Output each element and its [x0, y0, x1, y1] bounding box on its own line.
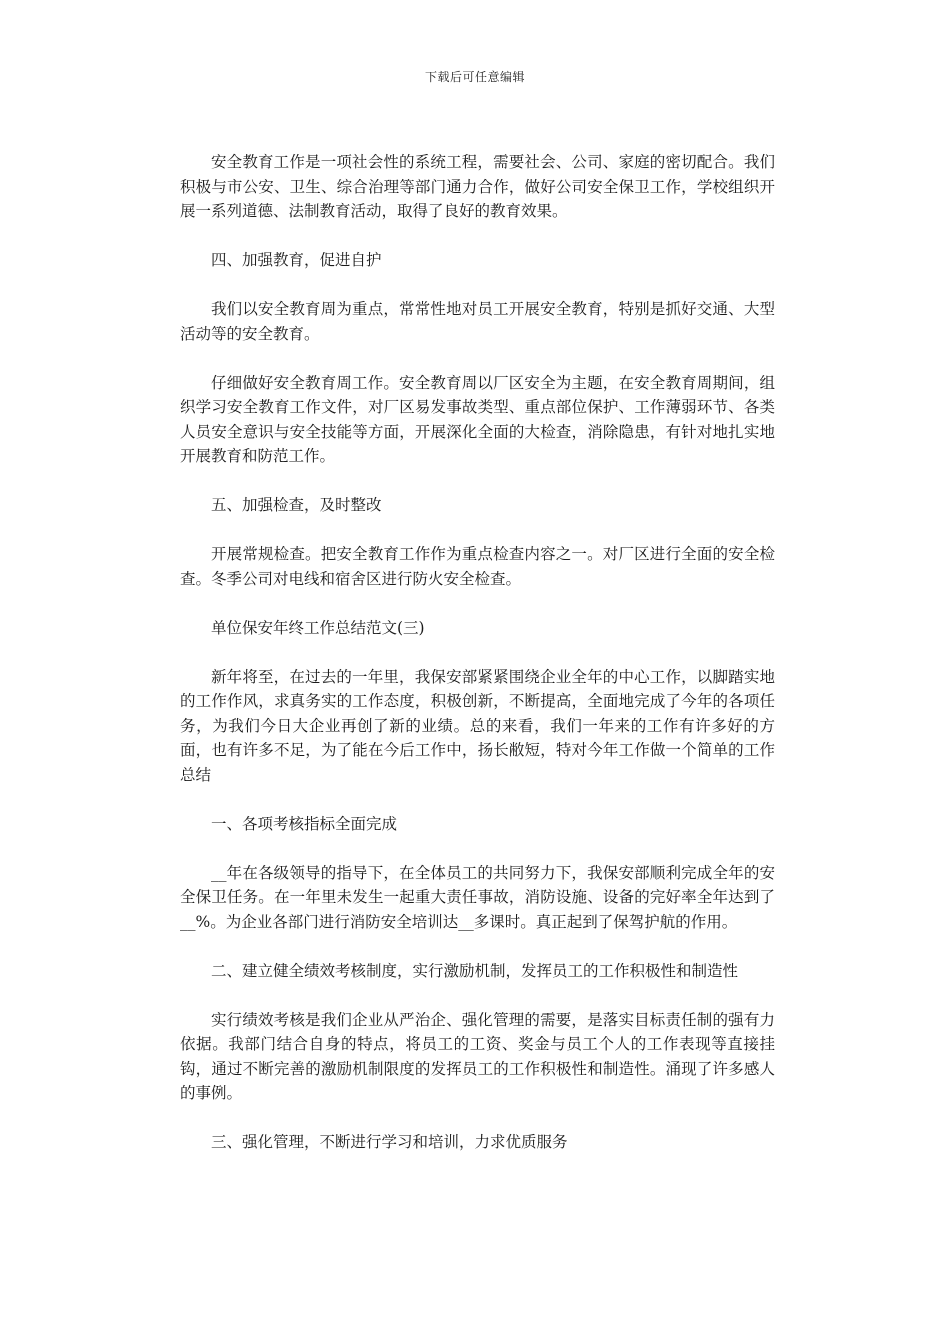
section-heading: 四、加强教育，促进自护 — [211, 251, 382, 269]
paragraph: 仔细做好安全教育周工作。安全教育周以厂区安全为主题，在安全教育周期间，组织学习安全教育工作文件，对厂区易发事故类型、重点部位保护、工作薄弱环节、各类人员安全意识与安全技能等方面，开展深化全面的大检查，消除隐患，有针对地扎实地开展教育和防范工作。 — [180, 373, 775, 465]
paragraph: __年在各级领导的指导下，在全体员工的共同努力下，我保安部顺利完成全年的安全保卫任务。在一年里未发生一起重大责任事故，消防设施、设备的完好率全年达到了__%。为企业各部门进行消防安全培训达__多课时。真正起到了保驾护航的作用。 — [180, 863, 775, 931]
document-body — [180, 150, 775, 1179]
paragraph: 安全教育工作是一项社会性的系统工程，需要社会、公司、家庭的密切配合。我们积极与市公安、卫生、综合治理等部门通力合作，做好公司安全保卫工作，学校组织开展一系列道德、法制教育活动，取得了良好的教育效果。 — [180, 153, 775, 220]
section-heading: 三、强化管理，不断进行学习和培训，力求优质服务 — [211, 1133, 568, 1151]
section-heading: 一、各项考核指标全面完成 — [211, 814, 398, 833]
paragraph: 实行绩效考核是我们企业从严治企、强化管理的需要，是落实目标责任制的强有力依据。我部门结合自身的特点，将员工的工资、奖金与员工个人的工作表现等直接挂钩，通过不断完善的激励机制限度的发挥员工的工作积极性和制造性。涌现了许多感人的事例。 — [180, 1010, 775, 1102]
section-heading: 二、建立健全绩效考核制度，实行激励机制，发挥员工的工作积极性和制造性 — [211, 961, 739, 980]
page-header: 下载后可任意编辑 — [424, 70, 525, 84]
section-heading: 五、加强检查，及时整改 — [211, 496, 382, 514]
paragraph: 我们以安全教育周为重点，常常性地对员工开展安全教育，特别是抓好交通、大型活动等的安全教育。 — [180, 300, 775, 343]
paragraph: 开展常规检查。把安全教育工作作为重点检查内容之一。对厂区进行全面的安全检查。冬季公司对电线和宿舍区进行防火安全检查。 — [180, 545, 775, 588]
paragraph: 新年将至，在过去的一年里，我保安部紧紧围绕企业全年的中心工作，以脚踏实地的工作作风，求真务实的工作态度，积极创新，不断提高，全面地完成了今年的各项任务，为我们今日大企业再创了新的业绩。总的来看，我们一年来的工作有许多好的方面，也有许多不足，为了能在今后工作中，扬长敝短，特对今年工作做一个简单的工作总结 — [180, 667, 775, 784]
document-title: 单位保安年终工作总结范文(三) — [211, 618, 425, 637]
